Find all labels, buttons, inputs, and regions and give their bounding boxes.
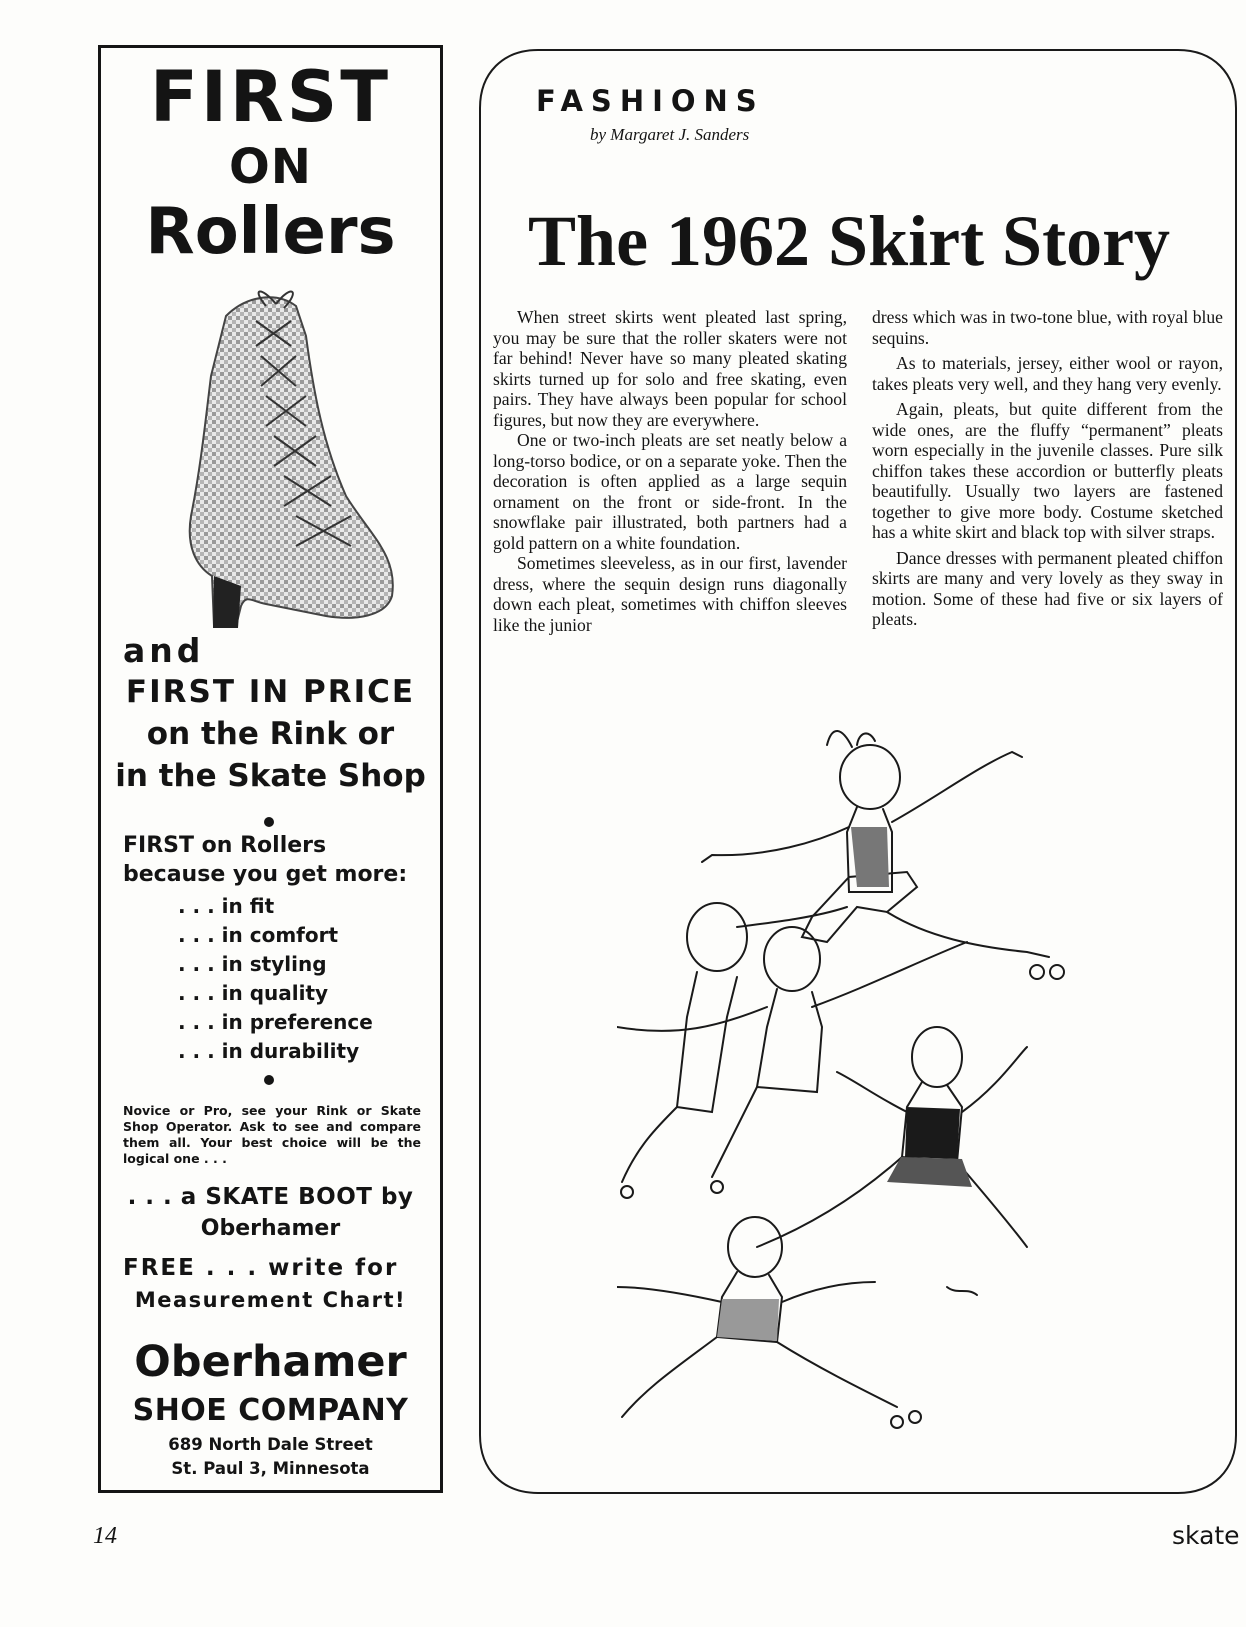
article-title: The 1962 Skirt Story (528, 201, 1171, 281)
ad-address-city: St. Paul 3, Minnesota (171, 1459, 370, 1478)
paragraph: One or two-inch pleats are set neatly below a long-torso bodice, or on a separate yoke. Then the decoration is often applied as a large sequin ornament on the front or side-front. In the snowflake pair illustrated, both partners had a gold pattern on a white foundation. (493, 430, 847, 553)
ad-address-street: 689 North Dale Street (168, 1435, 373, 1454)
paragraph: Again, pleats, but quite different from the wide ones, are the fluffy “permanent” pleats worn especially in the juvenile classes. Pure silk chiffon takes these accordion or butterfly pleats beautifully. Usually two layers are fastened together to give more body. Costume sketched has a white skirt and black top with silver straps. (872, 399, 1223, 542)
bullet-dot (264, 817, 274, 827)
ad-novice-text: Novice or Pro, see your Rink or Skate Shop Operator. Ask to see and compare them all. Your best choice will be the logical one . . . (123, 1103, 421, 1166)
paragraph: dress which was in two-tone blue, with royal blue sequins. (872, 307, 1223, 348)
skate-boot-illustration (156, 276, 406, 636)
bullet-dot (264, 1075, 274, 1085)
ad-because: because you get more: (123, 862, 408, 887)
benefit-item: . . . in fit (178, 894, 275, 918)
section-label: FASHIONS (536, 84, 765, 118)
article-column-1 (493, 307, 847, 635)
benefit-item: . . . in preference (178, 1010, 373, 1034)
ad-company-name: Oberhamer (134, 1337, 407, 1387)
ad-price-line-2: on the Rink or (146, 716, 395, 752)
paragraph: When street skirts went pleated last spring, you may be sure that the roller skaters were not far behind! Never have so many pleated skating skirts turned up for solo and free skating, even pairs. They have always been popular for school figures, but now they are everywhere. (493, 307, 847, 430)
benefit-item: . . . in styling (178, 952, 327, 976)
ad-free-offer: FREE . . . write for (123, 1255, 399, 1281)
ad-first-on-rollers: FIRST on Rollers (123, 833, 327, 858)
ad-shoe-company: SHOE COMPANY (132, 1393, 409, 1428)
skaters-illustration (617, 727, 1117, 1489)
ad-boot-brand: Oberhamer (200, 1216, 341, 1241)
ad-price-line-1: FIRST IN PRICE (125, 674, 416, 710)
page-number: 14 (93, 1523, 117, 1549)
ad-headline-on: ON (229, 139, 312, 195)
ad-measurement-chart: Measurement Chart! (134, 1288, 407, 1312)
benefit-item: . . . in durability (178, 1039, 360, 1063)
paragraph: Sometimes sleeveless, as in our first, lavender dress, where the sequin design runs diagonally down each pleat, sometimes with chiffon sleeves like the junior (493, 553, 847, 635)
benefit-item: . . . in quality (178, 981, 329, 1005)
benefit-item: . . . in comfort (178, 923, 339, 947)
paragraph: Dance dresses with permanent pleated chiffon skirts are many and very lovely as they sway in motion. Some of these had five or six layers of pleats. (872, 547, 1223, 629)
ad-price-line-3: in the Skate Shop (115, 758, 426, 794)
ad-and: and (123, 631, 205, 670)
ad-headline-rollers: Rollers (145, 195, 396, 269)
article-column-2 (872, 307, 1223, 630)
paragraph: As to materials, jersey, either wool or rayon, takes pleats very well, and they hang very evenly. (872, 353, 1223, 394)
ad-skate-boot-by: . . . a SKATE BOOT by (127, 1184, 414, 1210)
magazine-name: skate (1172, 1521, 1240, 1550)
benefit-list (178, 894, 373, 1068)
byline: by Margaret J. Sanders (590, 125, 750, 144)
ad-headline-first: FIRST (150, 56, 391, 138)
oberhamer-advertisement (98, 45, 443, 1493)
